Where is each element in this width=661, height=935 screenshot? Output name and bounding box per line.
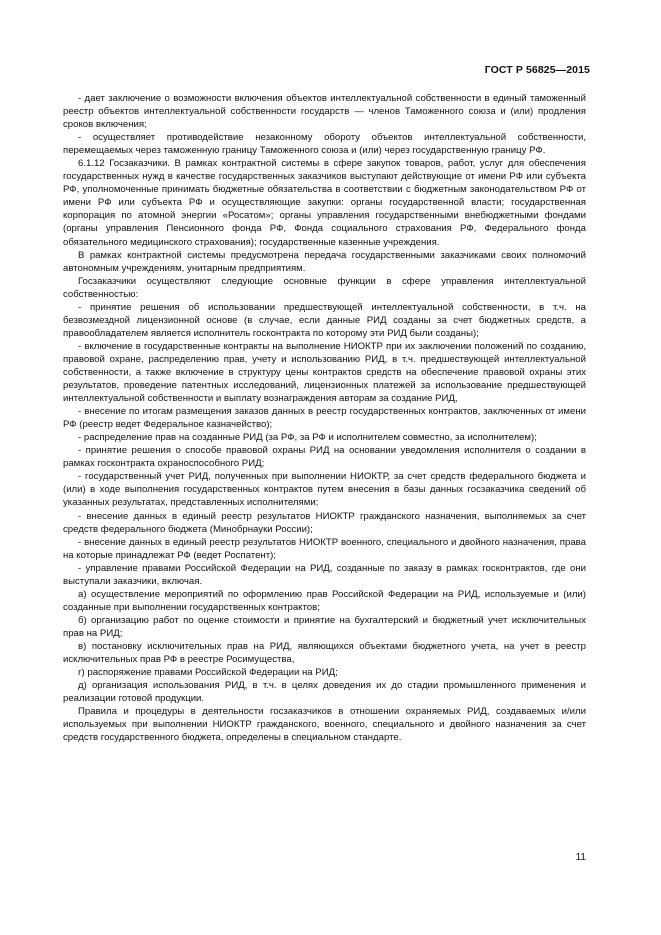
- paragraph: 6.1.12 Госзаказчики. В рамках контрактной системы в сфере закупок товаров, работ, услуг для обеспечения государственных нужд в качестве государственных заказчиков выступают действующие от имени РФ или субъекта РФ, уполномоченные принимать бюджетные обязательства в соответствии с бюджетным законодательством РФ от имени РФ или субъекта РФ и осуществляющие закупки: органы государственной власти; государственная корпорация по атомной энергии «Росатом»; органы управления государственными внебюджетными фондами (органы управления Пенсионного фонда РФ, Фонда социального страхования РФ, Федерального фонда обязательного медицинского страхования); государственные казенные учреждения.: [63, 158, 586, 248]
- paragraph: - распределение прав на созданные РИД (за РФ, за РФ и исполнителем совместно, за исполнителем);: [78, 432, 537, 444]
- paragraph: а) осуществление мероприятий по оформлению прав Российской Федерации на РИД, используемые и (или) созданные при выполнении государственных контрактов;: [63, 588, 586, 613]
- document-id-header: ГОСТ Р 56825—2015: [484, 64, 590, 76]
- paragraph: - включение в государственные контракты на выполнение НИОКТР при их заключении положений по созданию, правовой охране, распределению прав, учету и использованию РИД, в т.ч. предшествующей интеллектуальной собственности, а также включение в структуру цены контрактов средств на обеспечение правовой охраны этих результатов, проведение патентных исследований, лицензионных платежей за использование предшествующей интеллектуальной собственности и выплату вознаграждения авторам за создание РИД,: [63, 340, 586, 405]
- paragraph: В рамках контрактной системы предусмотрена передача государственными заказчиками своих полномочий автономным учреждениям, унитарным предприятиям.: [63, 249, 586, 274]
- paragraph: б) организацию работ по оценке стоимости и принятие на бухгалтерский и бюджетный учет исключительных прав на РИД;: [63, 614, 586, 639]
- paragraph: Правила и процедуры в деятельности госзаказчиков в отношении охраняемых РИД, создаваемых и/или используемых при выполнении НИОКТР гражданского, военного, специального и двойного назначения за счет средств государственного бюджета, определены в специальном стандарте.: [63, 706, 586, 744]
- paragraph: в) постановку исключительных прав на РИД, являющихся объектами бюджетного учета, на учет в реестр исключительных прав РФ в реестре Росимущества,: [63, 640, 586, 666]
- paragraph: - внесение по итогам размещения заказов данных в реестр государственных контрактов, заключенных от имени РФ (реестр ведет Федеральное казначейство);: [63, 406, 586, 431]
- paragraph: - принятие решения об использовании предшествующей интеллектуальной собственности, в т.ч. на безвозмездной лицензионной основе (в случае, если данные РИД созданы за счет бюджетных средств, а правообладателем является исполнитель госконтракта по которому эти РИД были созданы);: [63, 301, 586, 339]
- paragraph: г) распоряжение правами Российской Федерации на РИД;: [78, 667, 338, 679]
- paragraph: - осуществляет противодействие незаконному обороту объектов интеллектуальной собственности, перемещаемых через таможенную границу Таможенного союза и (или) через государственную границу РФ.: [63, 132, 586, 157]
- document-body: [63, 92, 586, 744]
- paragraph: - управление правами Российской Федерации на РИД, созданные по заказу в рамках госконтрактов, где они выступали заказчики, включая.: [63, 562, 586, 587]
- paragraph: - принятие решения о способе правовой охраны РИД на основании уведомления исполнителя о создании в рамках госконтракта охраноспособного РИД;: [63, 445, 586, 470]
- paragraph: - дает заключение о возможности включения объектов интеллектуальной собственности в единый таможенный реестр объектов интеллектуальной собственности государств — членов Таможенного союза и (или) продления сроков включения;: [63, 93, 586, 131]
- paragraph: Госзаказчики осуществляют следующие основные функции в сфере управления интеллектуальной собственностью:: [63, 275, 586, 300]
- paragraph: - внесение данных в единый реестр результатов НИОКТР военного, специального и двойного назначения, права на которые принадлежат РФ (ведет Роспатент);: [63, 536, 586, 561]
- page-number: 11: [575, 852, 586, 863]
- paragraph: - государственный учет РИД, полученных при выполнении НИОКТР, за счет средств федерального бюджета и (или) в ходе выполнения государственных контрактов путем внесения в базы данных госзаказчика сведений об указанных результатах, представленных исполнителями;: [63, 471, 586, 509]
- paragraph: д) организация использования РИД, в т.ч. в целях доведения их до стадии промышленного применения и реализации готовой продукции.: [63, 680, 586, 705]
- paragraph: - внесение данных в единый реестр результатов НИОКТР гражданского назначения, выполняемых за счет средств федерального бюджета (Минобрнауки России);: [63, 510, 586, 535]
